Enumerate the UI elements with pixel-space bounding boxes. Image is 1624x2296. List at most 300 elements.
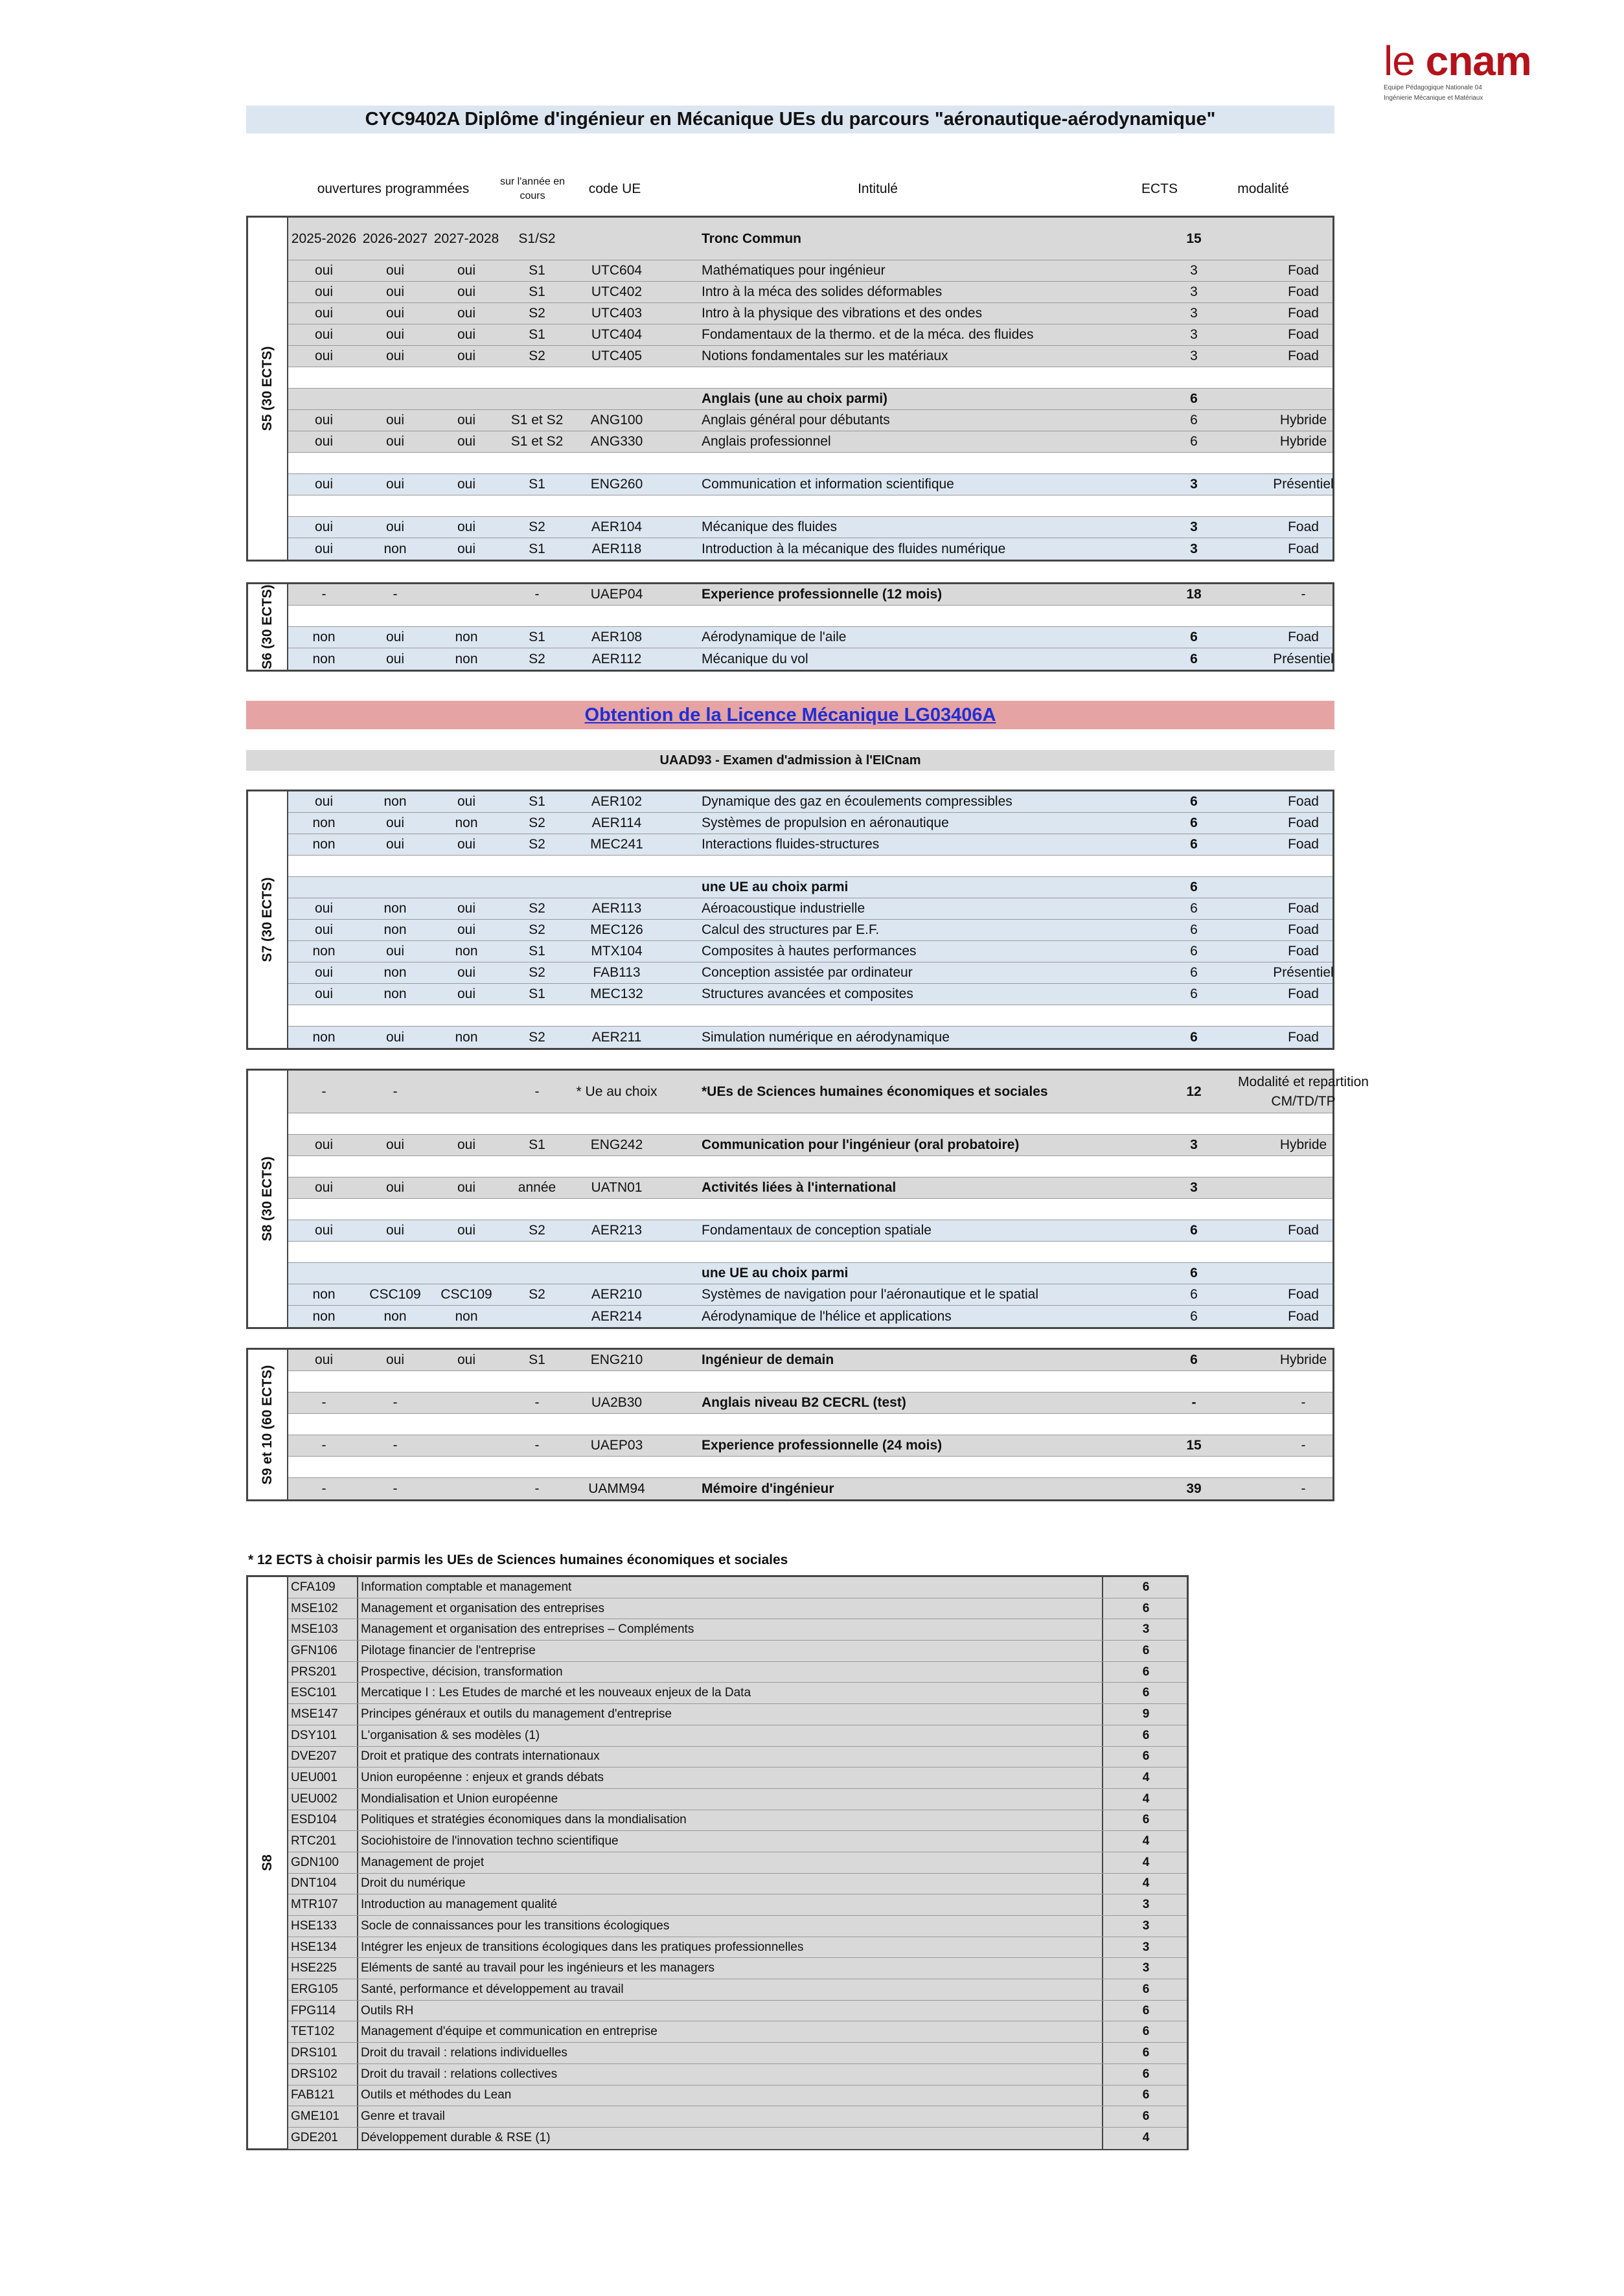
modality-cell (1233, 1113, 1374, 1134)
year-2027-2028-cell: oui (457, 901, 476, 916)
table-row (288, 495, 1332, 517)
shs-row (288, 2086, 1187, 2107)
year-2026-2027-cell (360, 856, 431, 876)
modality-cell: Hybride (1279, 413, 1327, 427)
modality-cell: Hybride (1279, 434, 1327, 449)
table-row (288, 1263, 1332, 1284)
ue-title-cell: Systèmes de navigation pour l'aéronautique et le spatial (702, 1287, 1039, 1302)
year-2026-2027-cell (360, 1005, 431, 1026)
ue-title-cell: Mécanique du vol (702, 651, 808, 666)
shs-row (288, 1831, 1187, 1852)
modality-cell: Foad (1288, 922, 1319, 937)
year-2026-2027-cell (360, 367, 431, 388)
year-2025-2026-cell (288, 453, 360, 473)
year-2025-2026-cell: non (312, 1287, 336, 1302)
ue-code-cell: UATN01 (591, 1180, 643, 1195)
shs-ects-cell: 6 (1142, 1749, 1150, 1764)
year-2025-2026-cell (288, 1199, 360, 1220)
table-row (288, 1199, 1332, 1220)
modality-cell: Foad (1288, 1223, 1319, 1238)
year-2027-2028-cell (431, 1242, 502, 1262)
shs-row (288, 1852, 1187, 1874)
year-2025-2026-cell: non (312, 1308, 336, 1324)
ects-cell: 6 (1190, 837, 1198, 852)
modality-cell (1233, 1177, 1374, 1198)
ue-title-cell: Notions fondamentales sur les matériaux (702, 348, 948, 363)
table-row (288, 1350, 1332, 1371)
table-row (288, 984, 1332, 1005)
header-code: code UE (588, 181, 641, 196)
semester-cell (502, 1414, 572, 1435)
shs-row (288, 1725, 1187, 1747)
modality-cell: Foad (1288, 284, 1319, 299)
ects-cell: 6 (1190, 815, 1198, 830)
year-2026-2027-cell: - (393, 587, 398, 602)
ue-title-cell: Fondamentaux de conception spatiale (702, 1223, 932, 1238)
semester-cell: S1 (529, 1137, 545, 1152)
semester-cell (502, 1457, 572, 1477)
year-2027-2028-cell (431, 367, 502, 388)
ects-cell: 3 (1190, 327, 1198, 342)
year-2026-2027-cell (360, 1199, 431, 1220)
ue-code-cell: AER213 (591, 1223, 643, 1238)
year-2027-2028-cell (431, 1263, 502, 1284)
ue-title-cell: Composites à hautes performances (702, 944, 917, 959)
semester-cell (502, 1156, 572, 1177)
header-modalite: modalité (1237, 181, 1289, 196)
ue-title-cell: Experience professionnelle (12 mois) (702, 587, 943, 602)
shs-code-cell: HSE225 (288, 1958, 358, 1979)
ects-cell: 3 (1190, 1180, 1198, 1195)
shs-row (288, 1958, 1187, 1979)
year-2025-2026-cell: oui (314, 922, 334, 937)
table-row (288, 834, 1332, 856)
shs-code-cell: MSE147 (288, 1704, 358, 1725)
year-2026-2027-cell (360, 1156, 431, 1177)
year-2026-2027-cell: oui (385, 263, 405, 278)
semester-cell (502, 367, 572, 388)
modality-cell: Foad (1288, 1287, 1319, 1302)
modality-cell: Hybride (1279, 1137, 1327, 1152)
ue-code-cell: ANG330 (590, 434, 643, 449)
ue-code-cell: * Ue au choix (576, 1084, 658, 1099)
semester-cell: - (534, 1395, 540, 1410)
ue-title-cell: Anglais professionnel (702, 434, 831, 449)
modality-cell (1233, 367, 1374, 388)
year-2025-2026-cell: - (321, 1395, 326, 1410)
shs-row (288, 2106, 1187, 2128)
shs-ects-cell: 6 (1142, 1601, 1150, 1615)
shs-row (288, 1789, 1187, 1810)
year-2027-2028-cell (431, 1435, 502, 1456)
year-2027-2028-cell (431, 495, 502, 516)
modality-cell: Présentiel (1273, 651, 1334, 666)
semester-cell: S1 et S2 (510, 413, 564, 427)
shs-code-cell: HSE134 (288, 1937, 358, 1958)
year-2027-2028-cell (431, 389, 502, 409)
shs-table (246, 1575, 1189, 2150)
year-2026-2027-cell: - (393, 1084, 398, 1099)
year-2027-2028-cell: oui (457, 477, 476, 492)
modality-cell: Foad (1288, 794, 1319, 809)
logo-subtitle-2: Ingénierie Mécanique et Matériaux (1384, 95, 1483, 102)
year-2025-2026-cell: oui (314, 348, 334, 363)
shs-ects-cell: 4 (1142, 1791, 1150, 1806)
year-2027-2028-cell (431, 1414, 502, 1435)
ects-cell (1155, 367, 1233, 388)
year-2026-2027-cell: oui (385, 815, 405, 830)
table-row (288, 346, 1332, 367)
ue-code-cell: AER112 (591, 651, 642, 666)
shs-code-cell: PRS201 (288, 1662, 358, 1683)
section-s6 (246, 582, 1334, 672)
ue-code-cell (572, 1371, 661, 1392)
shs-title-cell: Droit du numérique (358, 1874, 1103, 1894)
year-2026-2027-cell: oui (385, 519, 405, 534)
semester-cell: S2 (529, 519, 545, 534)
header-ects: ECTS (1141, 181, 1178, 196)
shs-row (288, 2021, 1187, 2043)
ects-cell: 18 (1186, 587, 1202, 602)
shs-title-cell: Introduction au management qualité (358, 1894, 1103, 1915)
shs-row (288, 2064, 1187, 2086)
shs-code-cell: GDE201 (288, 2128, 358, 2149)
year-2027-2028-cell (431, 1478, 502, 1499)
ue-code-cell (572, 453, 661, 473)
shs-ects-cell: 6 (1142, 2025, 1150, 2039)
year-2026-2027-cell: oui (385, 348, 405, 363)
ects-cell (1155, 1113, 1233, 1134)
year-2026-2027-cell: CSC109 (369, 1287, 421, 1302)
shs-code-cell: MSE102 (288, 1598, 358, 1619)
year-2025-2026-cell (288, 367, 360, 388)
year-2027-2028-cell: oui (457, 519, 476, 534)
shs-code-cell: MSE103 (288, 1619, 358, 1640)
ue-code-cell: UAEP04 (590, 587, 643, 602)
year-2026-2027-cell (360, 389, 431, 409)
section-label: S9 et 10 (60 ECTS) (248, 1350, 288, 1499)
ue-title-cell: Aéroacoustique industrielle (702, 901, 865, 916)
shs-note: * 12 ECTS à choisir parmis les UEs de Sciences humaines économiques et sociales (248, 1552, 788, 1567)
ects-cell: 6 (1190, 922, 1198, 937)
ects-cell: 6 (1190, 391, 1198, 406)
shs-title-cell: Sociohistoire de l'innovation techno scientifique (358, 1831, 1103, 1852)
ects-cell: 15 (1186, 1438, 1202, 1453)
section-s8 (246, 1069, 1369, 1329)
semester-cell: - (534, 1481, 540, 1496)
modality-cell: Foad (1288, 630, 1319, 644)
shs-code-cell: MTR107 (288, 1894, 358, 1915)
shs-row (288, 1894, 1187, 1916)
ue-title-cell: Experience professionnelle (24 mois) (702, 1438, 943, 1453)
shs-title-cell: Pilotage financier de l'entreprise (358, 1641, 1103, 1661)
modality-cell (1233, 606, 1374, 626)
semester-cell (502, 1199, 572, 1220)
ue-title-cell: Mécanique des fluides (702, 519, 837, 534)
ue-title-cell: une UE au choix parmi (702, 880, 849, 894)
modality-cell: - (1301, 587, 1306, 602)
ue-code-cell (572, 1005, 661, 1026)
modality-cell (1233, 1457, 1374, 1477)
year-2026-2027-cell: oui (385, 630, 405, 644)
shs-rows (288, 1577, 1187, 2149)
modality-cell: Foad (1288, 986, 1319, 1001)
ue-title-cell: Simulation numérique en aérodynamique (702, 1029, 950, 1045)
ue-title-cell: Anglais général pour débutants (702, 413, 890, 427)
semester-cell: S2 (529, 815, 545, 830)
ue-title-cell (702, 1457, 1155, 1477)
year-2025-2026-cell (288, 856, 360, 876)
semester-cell: S1/S2 (518, 231, 556, 246)
year-2026-2027-cell: non (383, 794, 407, 809)
ue-code-cell: UTC405 (591, 348, 643, 363)
year-2026-2027-cell: non (383, 1308, 407, 1324)
ue-code-cell: ANG100 (590, 413, 643, 427)
shs-title-cell: Management de projet (358, 1852, 1103, 1873)
shs-title-cell: Union européenne : enjeux et grands débats (358, 1767, 1103, 1788)
ue-code-cell: ENG242 (590, 1137, 643, 1152)
shs-code-cell: RTC201 (288, 1831, 358, 1852)
year-2026-2027-cell (360, 1414, 431, 1435)
year-2025-2026-cell (288, 877, 360, 898)
shs-row (288, 2128, 1187, 2149)
ue-code-cell (572, 856, 661, 876)
ue-code-cell: AER104 (591, 519, 643, 534)
modality-cell (1233, 877, 1374, 898)
shs-code-cell: HSE133 (288, 1916, 358, 1937)
year-2027-2028-cell: oui (457, 986, 476, 1001)
table-row (288, 1135, 1332, 1156)
shs-ects-cell: 6 (1142, 2067, 1150, 2081)
modality-cell (1233, 1414, 1374, 1435)
ue-code-cell (572, 877, 661, 898)
semester-cell (502, 1263, 572, 1284)
shs-title-cell: Management et organisation des entreprises – Compléments (358, 1619, 1103, 1640)
year-2027-2028-cell (431, 1113, 502, 1134)
ue-title-cell: *UEs de Sciences humaines économiques et sociales (702, 1084, 1048, 1099)
ects-cell: 6 (1190, 944, 1198, 959)
ue-code-cell: AER214 (591, 1308, 643, 1324)
ects-cell: 6 (1190, 1029, 1198, 1045)
ue-title-cell (702, 1371, 1155, 1392)
year-2027-2028-cell: oui (457, 922, 476, 937)
ue-title-cell: Introduction à la mécanique des fluides numérique (702, 541, 1006, 556)
ue-code-cell: UTC604 (591, 263, 643, 278)
semester-cell: S1 (529, 1352, 545, 1367)
year-2026-2027-cell: non (383, 922, 407, 937)
year-2026-2027-cell: oui (385, 434, 405, 449)
shs-title-cell: L'organisation & ses modèles (1) (358, 1725, 1103, 1746)
shs-label: S8 (248, 1577, 288, 2148)
cnam-logo (1384, 40, 1546, 100)
table-row (288, 1220, 1332, 1242)
shs-row (288, 1937, 1187, 1959)
semester-cell: - (534, 1438, 540, 1453)
shs-code-cell: DVE207 (288, 1747, 358, 1767)
year-2026-2027-cell: oui (385, 306, 405, 321)
shs-title-cell: Développement durable & RSE (1) (358, 2128, 1103, 2149)
semester-cell (502, 1371, 572, 1392)
ue-title-cell (702, 495, 1155, 516)
year-2027-2028-cell: oui (457, 434, 476, 449)
ue-code-cell: FAB113 (593, 965, 641, 980)
ue-code-cell (572, 606, 661, 626)
modality-cell: Foad (1288, 541, 1319, 556)
year-2025-2026-cell: - (321, 1481, 326, 1496)
modality-cell: Foad (1288, 901, 1319, 916)
semester-cell: S2 (529, 651, 545, 666)
ue-title-cell: Tronc Commun (702, 231, 802, 246)
table-row (288, 1005, 1332, 1027)
year-2025-2026-cell: oui (314, 413, 334, 427)
year-2026-2027-cell (360, 1371, 431, 1392)
year-2026-2027-cell: non (383, 541, 407, 556)
year-2027-2028-cell: CSC109 (440, 1287, 492, 1302)
shs-ects-cell: 9 (1142, 1707, 1150, 1721)
ects-cell: 3 (1190, 284, 1198, 299)
ue-title-cell: Systèmes de propulsion en aéronautique (702, 815, 949, 830)
ue-code-cell: MTX104 (591, 944, 643, 959)
modality-cell (1233, 389, 1374, 409)
year-2025-2026-cell: oui (314, 1223, 334, 1238)
year-2025-2026-cell: oui (314, 327, 334, 342)
year-2026-2027-cell: non (383, 965, 407, 980)
ects-cell (1155, 856, 1233, 876)
modality-cell: Foad (1288, 306, 1319, 321)
shs-code-cell: FPG114 (288, 2001, 358, 2021)
semester-cell: S1 et S2 (510, 434, 564, 449)
table-row (288, 941, 1332, 962)
table-row (288, 1414, 1332, 1435)
shs-ects-cell: 4 (1142, 1876, 1150, 1891)
year-2027-2028-cell: oui (457, 541, 476, 556)
ects-cell: 6 (1190, 986, 1198, 1001)
table-row (288, 474, 1332, 495)
ue-code-cell (572, 1156, 661, 1177)
ue-title-cell: Communication pour l'ingénieur (oral probatoire) (702, 1137, 1020, 1152)
year-2026-2027-cell: oui (385, 1137, 405, 1152)
year-2027-2028-cell (431, 1371, 502, 1392)
ue-code-cell: UA2B30 (591, 1395, 643, 1410)
table-row (288, 1435, 1332, 1457)
year-2025-2026-cell (288, 1005, 360, 1026)
ects-cell: 6 (1190, 965, 1198, 980)
year-2027-2028-cell: oui (457, 794, 476, 809)
section-rows (288, 584, 1332, 670)
year-2027-2028-cell: non (455, 1029, 478, 1045)
ue-code-cell: AER113 (591, 901, 642, 916)
shs-ects-cell: 4 (1142, 1834, 1150, 1848)
shs-code-cell: TET102 (288, 2021, 358, 2042)
shs-title-cell: Outils RH (358, 2001, 1103, 2021)
semester-cell (502, 453, 572, 473)
table-row (288, 431, 1332, 453)
ue-code-cell: UTC403 (591, 306, 643, 321)
table-row (288, 1156, 1332, 1177)
year-2025-2026-cell: non (312, 815, 336, 830)
ue-code-cell (572, 218, 661, 260)
semester-cell: S2 (529, 901, 545, 916)
year-2026-2027-cell: non (383, 901, 407, 916)
shs-code-cell: ESC101 (288, 1683, 358, 1703)
year-2025-2026-cell: oui (314, 263, 334, 278)
ects-cell: 3 (1190, 348, 1198, 363)
shs-ects-cell: 3 (1142, 1961, 1150, 1975)
year-2025-2026-cell: non (312, 837, 336, 852)
ue-code-cell (572, 1113, 661, 1134)
year-2026-2027-cell: - (393, 1481, 398, 1496)
modality-cell: Foad (1288, 1308, 1319, 1324)
table-row (288, 877, 1332, 898)
shs-title-cell: Droit du travail : relations individuelles (358, 2043, 1103, 2063)
shs-ects-cell: 3 (1142, 1622, 1150, 1637)
modality-cell: Hybride (1279, 1352, 1327, 1367)
semester-cell (502, 1005, 572, 1026)
year-2027-2028-cell (431, 877, 502, 898)
shs-ects-cell: 6 (1142, 2045, 1150, 2060)
shs-row (288, 1577, 1187, 1598)
year-2025-2026-cell: - (321, 587, 326, 602)
shs-row (288, 2043, 1187, 2064)
section-s9-10 (246, 1348, 1334, 1501)
shs-title-cell: Management d'équipe et communication en entreprise (358, 2021, 1103, 2042)
year-2025-2026-cell (288, 1156, 360, 1177)
year-2025-2026-cell: non (312, 944, 336, 959)
table-row (288, 453, 1332, 474)
semester-cell: année (518, 1180, 556, 1195)
year-2026-2027-cell (360, 1263, 431, 1284)
table-row (288, 1371, 1332, 1392)
table-row (288, 1457, 1332, 1478)
ue-title-cell: Ingénieur de demain (702, 1352, 834, 1367)
ue-title-cell: Fondamentaux de la thermo. et de la méca. des fluides (702, 327, 1034, 342)
year-2026-2027-cell (360, 495, 431, 516)
ue-title-cell (702, 606, 1155, 626)
year-2026-2027-cell: oui (385, 327, 405, 342)
year-2027-2028-cell: non (455, 630, 478, 644)
table-row (288, 538, 1332, 560)
logo-subtitle-1: Equipe Pédagogique Nationale 04 (1384, 84, 1482, 91)
table-row (288, 1113, 1332, 1135)
ects-cell (1155, 453, 1233, 473)
semester-cell: S1 (529, 284, 545, 299)
shs-code-cell: FAB121 (288, 2086, 358, 2106)
year-2025-2026-cell: oui (314, 965, 334, 980)
ue-code-cell (572, 1457, 661, 1477)
ects-cell (1155, 1414, 1233, 1435)
year-2026-2027-cell: oui (385, 837, 405, 852)
shs-title-cell: Principes généraux et outils du management d'entreprise (358, 1704, 1103, 1725)
shs-row (288, 2001, 1187, 2022)
shs-title-cell: Outils et méthodes du Lean (358, 2086, 1103, 2106)
table-row (288, 962, 1332, 984)
shs-row (288, 1598, 1187, 1620)
modality-cell: - (1301, 1438, 1306, 1453)
licence-link[interactable]: Obtention de la Licence Mécanique LG03406A (584, 704, 996, 725)
shs-code-cell: CFA109 (288, 1577, 358, 1598)
ue-code-cell: AER210 (591, 1287, 643, 1302)
logo-le: le (1384, 38, 1415, 84)
year-2025-2026-cell (288, 1263, 360, 1284)
shs-ects-cell: 6 (1142, 1813, 1150, 1827)
shs-row (288, 1619, 1187, 1641)
year-2026-2027-cell (360, 1113, 431, 1134)
modality-cell: - (1301, 1481, 1306, 1496)
shs-row (288, 1683, 1187, 1704)
shs-code-cell: UEU001 (288, 1767, 358, 1788)
ue-code-cell: MEC241 (590, 837, 643, 852)
ue-code-cell: AER108 (591, 630, 643, 644)
